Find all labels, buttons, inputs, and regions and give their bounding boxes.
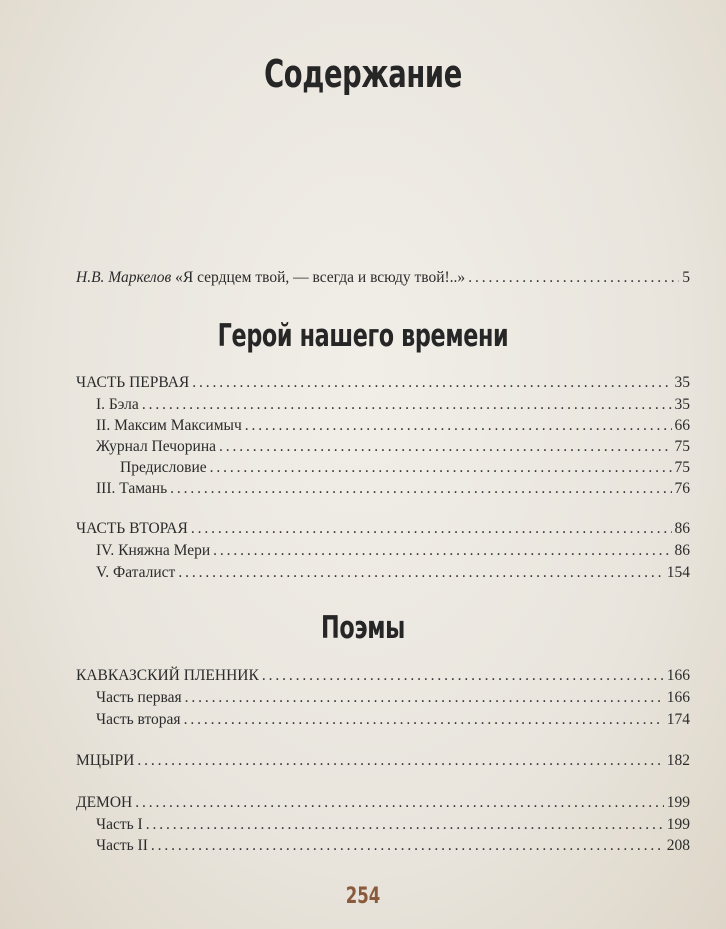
section-heading-hero: Герой нашего времени — [217, 318, 509, 354]
toc-entry — [76, 751, 690, 771]
toc-label: Часть I — [96, 816, 143, 833]
leader-dots — [151, 836, 664, 856]
toc-entry — [76, 519, 690, 539]
toc-entry — [96, 815, 690, 835]
page-number: 254 — [345, 884, 381, 909]
leader-dots — [178, 563, 663, 583]
leader-dots — [213, 541, 671, 561]
leader-dots — [184, 710, 664, 730]
toc-entry — [96, 710, 690, 730]
toc-entry — [96, 541, 690, 561]
toc-label: ДЕМОН — [76, 794, 133, 811]
toc-page-number: 86 — [674, 520, 690, 537]
toc-page-number: 174 — [666, 711, 690, 728]
toc-entry — [76, 666, 690, 686]
toc-entry — [96, 416, 690, 436]
toc-label: II. Максим Максимыч — [96, 417, 242, 434]
toc-page-number: 76 — [674, 480, 690, 497]
toc-page-number: 154 — [666, 564, 690, 581]
toc-label: Журнал Печорина — [96, 438, 217, 455]
leader-dots — [191, 519, 672, 539]
toc-entry — [96, 437, 690, 457]
leader-dots — [142, 395, 672, 415]
toc-entry — [120, 458, 690, 478]
toc-page-number: 199 — [666, 794, 690, 811]
leader-dots — [170, 479, 671, 499]
toc-label: III. Тамань — [96, 480, 168, 497]
toc-entry — [96, 563, 690, 583]
toc-page-number: 166 — [666, 689, 690, 706]
leader-dots — [245, 416, 672, 436]
toc-label: ЧАСТЬ ВТОРАЯ — [76, 520, 188, 537]
toc-page-number: 182 — [666, 752, 690, 769]
toc-entry — [76, 373, 690, 393]
toc-label: IV. Княжна Мери — [96, 542, 211, 559]
toc-label — [76, 268, 465, 288]
leader-dots — [219, 437, 671, 457]
leader-dots — [262, 666, 664, 686]
toc-label: Часть первая — [96, 689, 182, 706]
toc-page-number: 35 — [674, 396, 690, 413]
toc-label: I. Бэла — [96, 396, 139, 413]
section-heading-poems: Поэмы — [321, 610, 405, 646]
toc-page-number: 208 — [666, 837, 690, 854]
toc-page-number: 75 — [674, 438, 690, 455]
intro-title: «Я сердцем твой, — всегда и всюду твой!..» — [171, 269, 466, 286]
leader-dots — [135, 793, 664, 813]
toc-page-number: 35 — [674, 374, 690, 391]
toc-entry — [96, 836, 690, 856]
page-title: Содержание — [264, 52, 462, 96]
leader-dots — [468, 268, 679, 288]
toc-entry — [96, 479, 690, 499]
leader-dots — [137, 751, 663, 771]
leader-dots — [146, 815, 664, 835]
toc-label: ЧАСТЬ ПЕРВАЯ — [76, 374, 190, 391]
toc-label: Предисловие — [120, 459, 207, 476]
toc-page-number: 199 — [666, 816, 690, 833]
toc-label: МЦЫРИ — [76, 752, 135, 769]
toc-label: Часть вторая — [96, 711, 181, 728]
toc-page-number: 66 — [674, 417, 690, 434]
toc-page-number: 166 — [666, 667, 690, 684]
toc-entry — [96, 688, 690, 708]
toc-entry — [76, 793, 690, 813]
toc-entry — [96, 395, 690, 415]
toc-label: КАВКАЗСКИЙ ПЛЕННИК — [76, 667, 259, 684]
toc-label: V. Фаталист — [96, 564, 176, 581]
leader-dots — [185, 688, 664, 708]
intro-author: Н.В. Маркелов — [76, 269, 172, 286]
toc-label: Часть II — [96, 837, 148, 854]
toc-page-number: 75 — [674, 459, 690, 476]
toc-entry-intro — [76, 268, 690, 288]
leader-dots — [192, 373, 671, 393]
toc-page-number: 86 — [674, 542, 690, 559]
leader-dots — [210, 458, 672, 478]
toc-page-number: 5 — [682, 269, 690, 286]
